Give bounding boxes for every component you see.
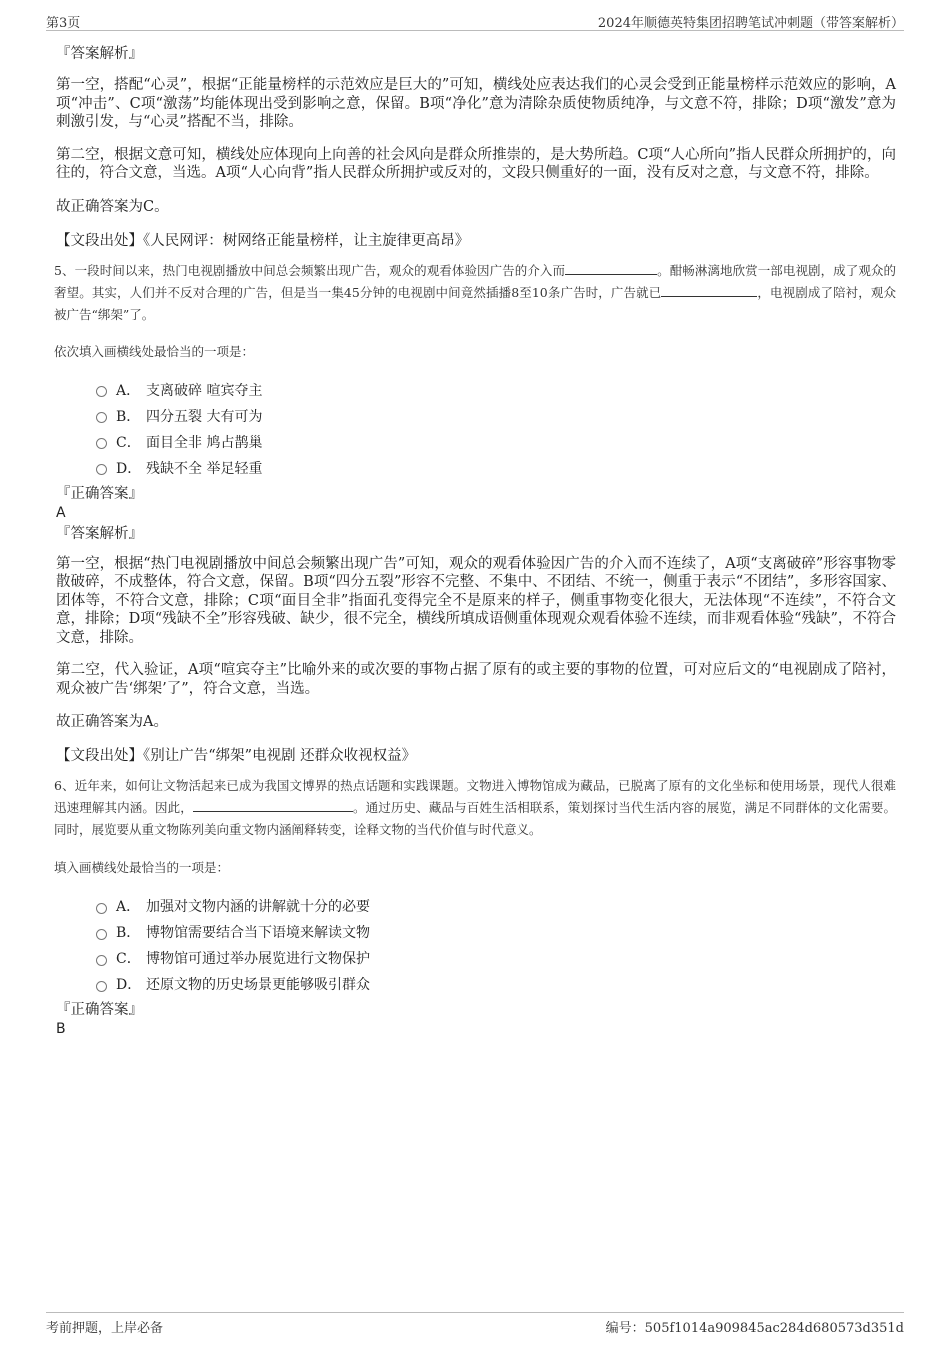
correct-answer-label: 『正确答案』	[56, 1002, 143, 1018]
radio-icon[interactable]	[96, 464, 107, 475]
option-c[interactable]: C． 博物馆可通过举办展览进行文物保护	[96, 946, 896, 972]
option-c[interactable]: C． 面目全非 鸠占鹊巢	[96, 430, 896, 456]
option-a[interactable]: A． 加强对文物内涵的讲解就十分的必要	[96, 894, 896, 920]
fill-blank	[565, 262, 657, 275]
question-5-text: 5、一段时间以来，热门电视剧播放中间总会频繁出现广告，观众的观看体验因广告的介入而 。酣畅淋漓地欣赏一部电视剧，成了观众的奢望。其实，人们并不反对合理的广告，但是当一集45分钟的电视剧中间竟然插播8至10条广告时，广告就已 ，电视剧成了陪衬，观众被广告“绑架”了。	[54, 262, 896, 322]
passage-source: 【文段出处】《别让广告“绑架”电视剧 还群众收视权益》	[56, 748, 417, 764]
radio-icon[interactable]	[96, 955, 107, 966]
explanation-paragraph: 第一空，根据“热门电视剧播放中间总会频繁出现广告”可知，观众的观看体验因广告的介入而不连续了，A项“支离破碎”形容事物零散破碎，不成整体，符合文意，保留。B项“四分五裂”形容不完整、不集中、不团结、不统一，侧重于表示“不团结”，多形容国家、团体等，不符合文意，排除；C项“面目全非”指面孔变得完全不是原来的样子，侧重事物变化很大，无法体现“不连续”，不符合文意，排除；D项“残缺不全”形容残破、缺少，很不完全，横线所填成语侧重体现观众观看体验不连续，而非观看体验“残缺”，不符合文意，排除。	[56, 555, 896, 646]
radio-icon[interactable]	[96, 981, 107, 992]
question-6-text: 6、近年来，如何让文物活起来已成为我国文博界的热点话题和实践课题。文物进入博物馆成为藏品，已脱离了原有的文化坐标和使用场景，现代人很难迅速理解其内涵。因此， 。通过历史、藏品与百姓生活相联系，策划探讨当代生活内容的展览，满足不同群体的文化需要。同时，展览要从重文物陈列美向重文物内涵阐释转变，诠释文物的当代价值与时代意义。	[54, 778, 896, 837]
question-6-options	[96, 894, 896, 998]
correct-answer-label: 『正确答案』	[56, 485, 143, 502]
question-5-prompt: 依次填入画横线处最恰当的一项是：	[54, 343, 255, 359]
option-b[interactable]: B． 四分五裂 大有可为	[96, 404, 896, 430]
radio-icon[interactable]	[96, 438, 107, 449]
option-b[interactable]: B． 博物馆需要结合当下语境来解读文物	[96, 920, 896, 946]
fill-blank	[661, 284, 757, 297]
question-6-prompt: 填入画横线处最恰当的一项是：	[54, 860, 230, 875]
explanation-paragraph: 第二空，根据文意可知，横线处应体现向上向善的社会风向是群众所推崇的，是大势所趋。C项“人心所向”指人民群众所拥护的，向往的，符合文意，当选。A项“人心向背”指人民群众所拥护或反对的，文段只侧重好的一面，没有反对之意，与文意不符，排除。	[56, 146, 896, 181]
correct-answer: A	[56, 504, 66, 521]
radio-icon[interactable]	[96, 412, 107, 423]
page-header	[46, 10, 904, 31]
radio-icon[interactable]	[96, 386, 107, 397]
correct-answer: B	[56, 1021, 66, 1037]
footer-slogan: 考前押题，上岸必备	[46, 1321, 164, 1336]
answer-conclusion: 故正确答案为C。	[56, 198, 169, 215]
document-code: 编号：505f1014a909845ac284d680573d351d	[605, 1321, 904, 1336]
explanation-label: 『答案解析』	[56, 525, 143, 542]
fill-blank	[193, 799, 353, 812]
option-d[interactable]: D． 残缺不全 举足轻重	[96, 456, 896, 482]
option-d[interactable]: D． 还原文物的历史场景更能够吸引群众	[96, 972, 896, 998]
question-5-options	[96, 378, 896, 482]
explanation-paragraph: 第二空，代入验证，A项“喧宾夺主”比喻外来的或次要的事物占据了原有的或主要的事物的位置，可对应后文的“电视剧成了陪衬，观众被广告‘绑架’了”，符合文意，当选。	[56, 662, 896, 697]
page-footer	[46, 1312, 904, 1337]
page-content	[56, 44, 896, 1038]
radio-icon[interactable]	[96, 903, 107, 914]
explanation-label: 『答案解析』	[56, 46, 143, 62]
page-number: 第3页	[46, 16, 81, 31]
explanation-paragraph: 第一空，搭配“心灵”，根据“正能量榜样的示范效应是巨大的”可知，横线处应表达我们的心灵会受到正能量榜样示范效应的影响，A项“冲击”、C项“激荡”均能体现出受到影响之意，保留。B项“净化”意为清除杂质使物质纯净，与文意不符，排除；D项“激发”意为刺激引发，与“心灵”搭配不当，排除。	[56, 77, 896, 130]
passage-source: 【文段出处】《人民网评：树网络正能量榜样，让主旋律更高昂》	[56, 232, 470, 249]
radio-icon[interactable]	[96, 929, 107, 940]
answer-conclusion: 故正确答案为A。	[56, 714, 168, 730]
option-a[interactable]: A． 支离破碎 喧宾夺主	[96, 378, 896, 404]
document-title: 2024年顺德英特集团招聘笔试冲刺题（带答案解析）	[597, 16, 904, 31]
